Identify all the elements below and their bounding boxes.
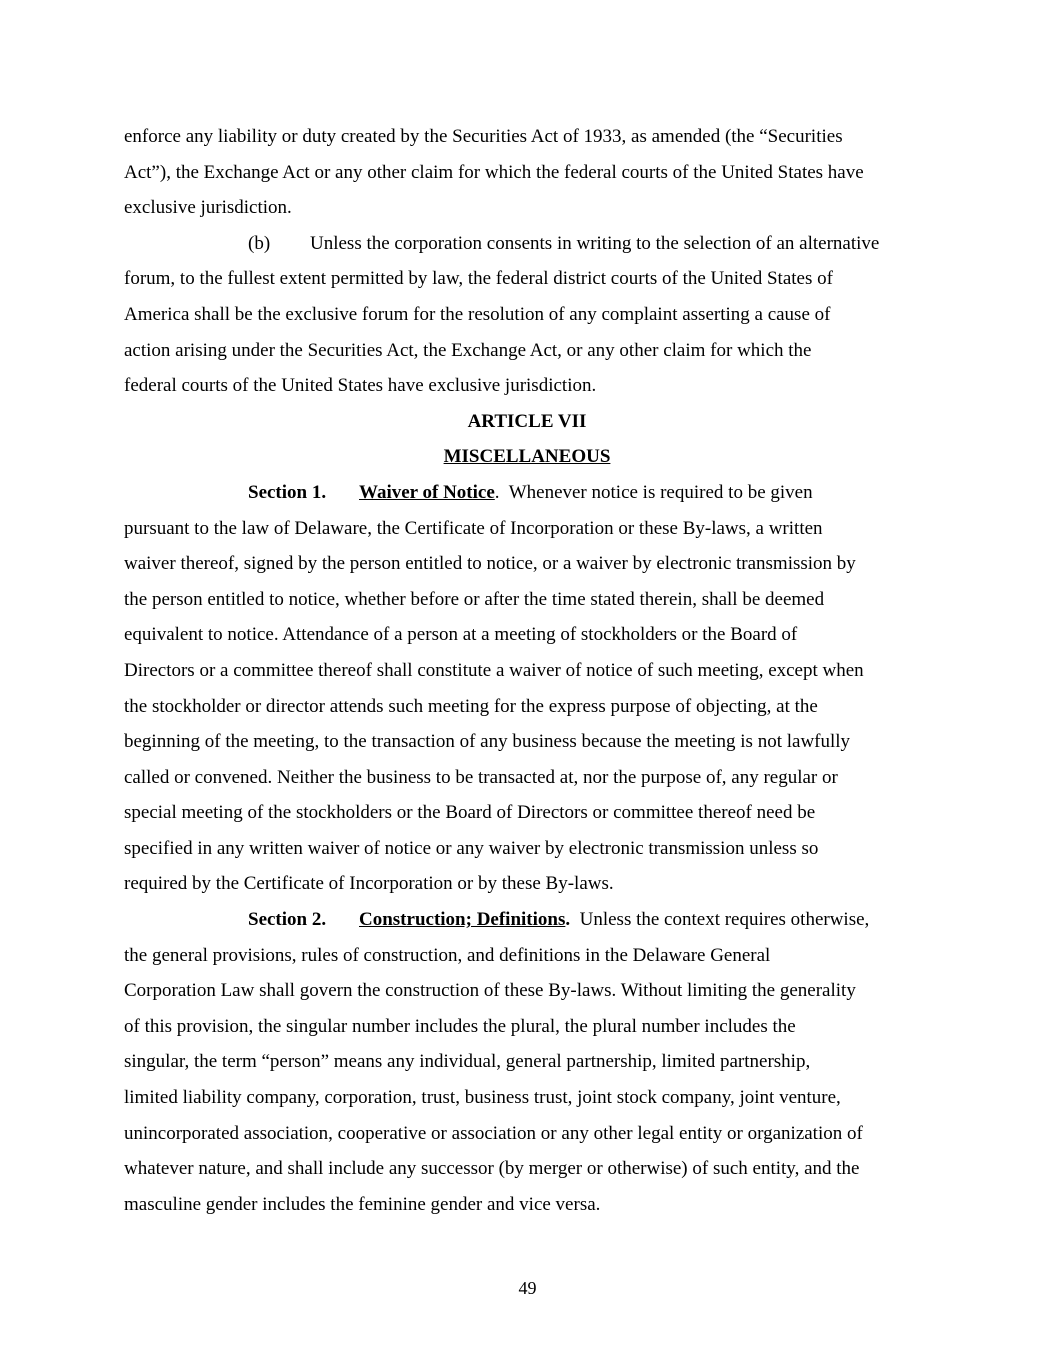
section-1-label: Section 1. (248, 481, 327, 503)
paragraph-b-first-line (124, 226, 936, 262)
section-1-first-text: Whenever notice is required to be given (508, 481, 813, 503)
text-line: Directors or a committee thereof shall constitute a waiver of notice of such meeting, except when (124, 659, 864, 681)
text-line: masculine gender includes the feminine gender and vice versa. (124, 1193, 601, 1215)
paragraph-b-first-text: Unless the corporation consents in writing to the selection of an alternative (310, 232, 880, 254)
text-line: enforce any liability or duty created by the Securities Act of 1933, as amended (the “Securities (124, 126, 843, 147)
document-body (124, 119, 936, 1222)
text-line: Corporation Law shall govern the construction of these By-laws. Without limiting the generality (124, 980, 856, 1002)
text-line: called or convened. Neither the business to be transacted at, nor the purpose of, any regular or (124, 766, 838, 788)
article-title: MISCELLANEOUS (443, 446, 611, 468)
paragraph-b-label: (b) (248, 232, 271, 254)
text-line: singular, the term “person” means any individual, general partnership, limited partnership, (124, 1051, 811, 1073)
text-line: the general provisions, rules of construction, and definitions in the Delaware General (124, 944, 771, 966)
section-1 (124, 475, 936, 902)
page-number: 49 (518, 1278, 537, 1298)
section-2-first-line (124, 902, 936, 938)
text-line: waiver thereof, signed by the person entitled to notice, or a waiver by electronic transmission by (124, 553, 856, 575)
section-2-label: Section 2. (248, 909, 327, 931)
section-2 (124, 902, 936, 1222)
paragraph-b (124, 226, 936, 404)
text-line: specified in any written waiver of notice or any waiver by electronic transmission unless so (124, 837, 819, 859)
text-line: the person entitled to notice, whether before or after the time stated therein, shall be deemed (124, 588, 825, 610)
text-line: action arising under the Securities Act, the Exchange Act, or any other claim for which the (124, 339, 812, 361)
text-line: federal courts of the United States have exclusive jurisdiction. (124, 375, 597, 397)
text-line: special meeting of the stockholders or the Board of Directors or committee thereof need be (124, 802, 816, 824)
text-line: whatever nature, and shall include any successor (by merger or otherwise) of such entity, and the (124, 1158, 860, 1180)
article-number: ARTICLE VII (467, 410, 587, 432)
text-line: equivalent to notice. Attendance of a person at a meeting of stockholders or the Board of (124, 624, 798, 646)
text-line: of this provision, the singular number includes the plural, the plural number includes the (124, 1015, 796, 1037)
text-line: the stockholder or director attends such meeting for the express purpose of objecting, at the (124, 695, 818, 717)
text-line: beginning of the meeting, to the transaction of any business because the meeting is not lawfully (124, 731, 851, 753)
text-line: pursuant to the law of Delaware, the Certificate of Incorporation or these By-laws, a written (124, 517, 823, 539)
section-2-first-text: Unless the context requires otherwise, (579, 909, 870, 931)
text-line: unincorporated association, cooperative or association or any other legal entity or organization of (124, 1122, 863, 1144)
text-line: exclusive jurisdiction. (124, 197, 292, 219)
section-2-title-punct: . (565, 909, 571, 931)
text-line: required by the Certificate of Incorporation or by these By-laws. (124, 873, 614, 895)
text-line: limited liability company, corporation, trust, business trust, joint stock company, joint venture, (124, 1087, 841, 1109)
section-1-title-punct: . (494, 481, 500, 503)
section-1-title: Waiver of Notice (359, 481, 495, 503)
section-2-title: Construction; Definitions (359, 909, 566, 931)
text-line: America shall be the exclusive forum for the resolution of any complaint asserting a cause of (124, 303, 831, 325)
text-line: Act”), the Exchange Act or any other claim for which the federal courts of the United States have (124, 161, 864, 183)
text-line: forum, to the fullest extent permitted by law, the federal district courts of the United States of (124, 268, 833, 290)
paragraph-intro (124, 119, 936, 226)
section-1-first-line (124, 475, 936, 511)
